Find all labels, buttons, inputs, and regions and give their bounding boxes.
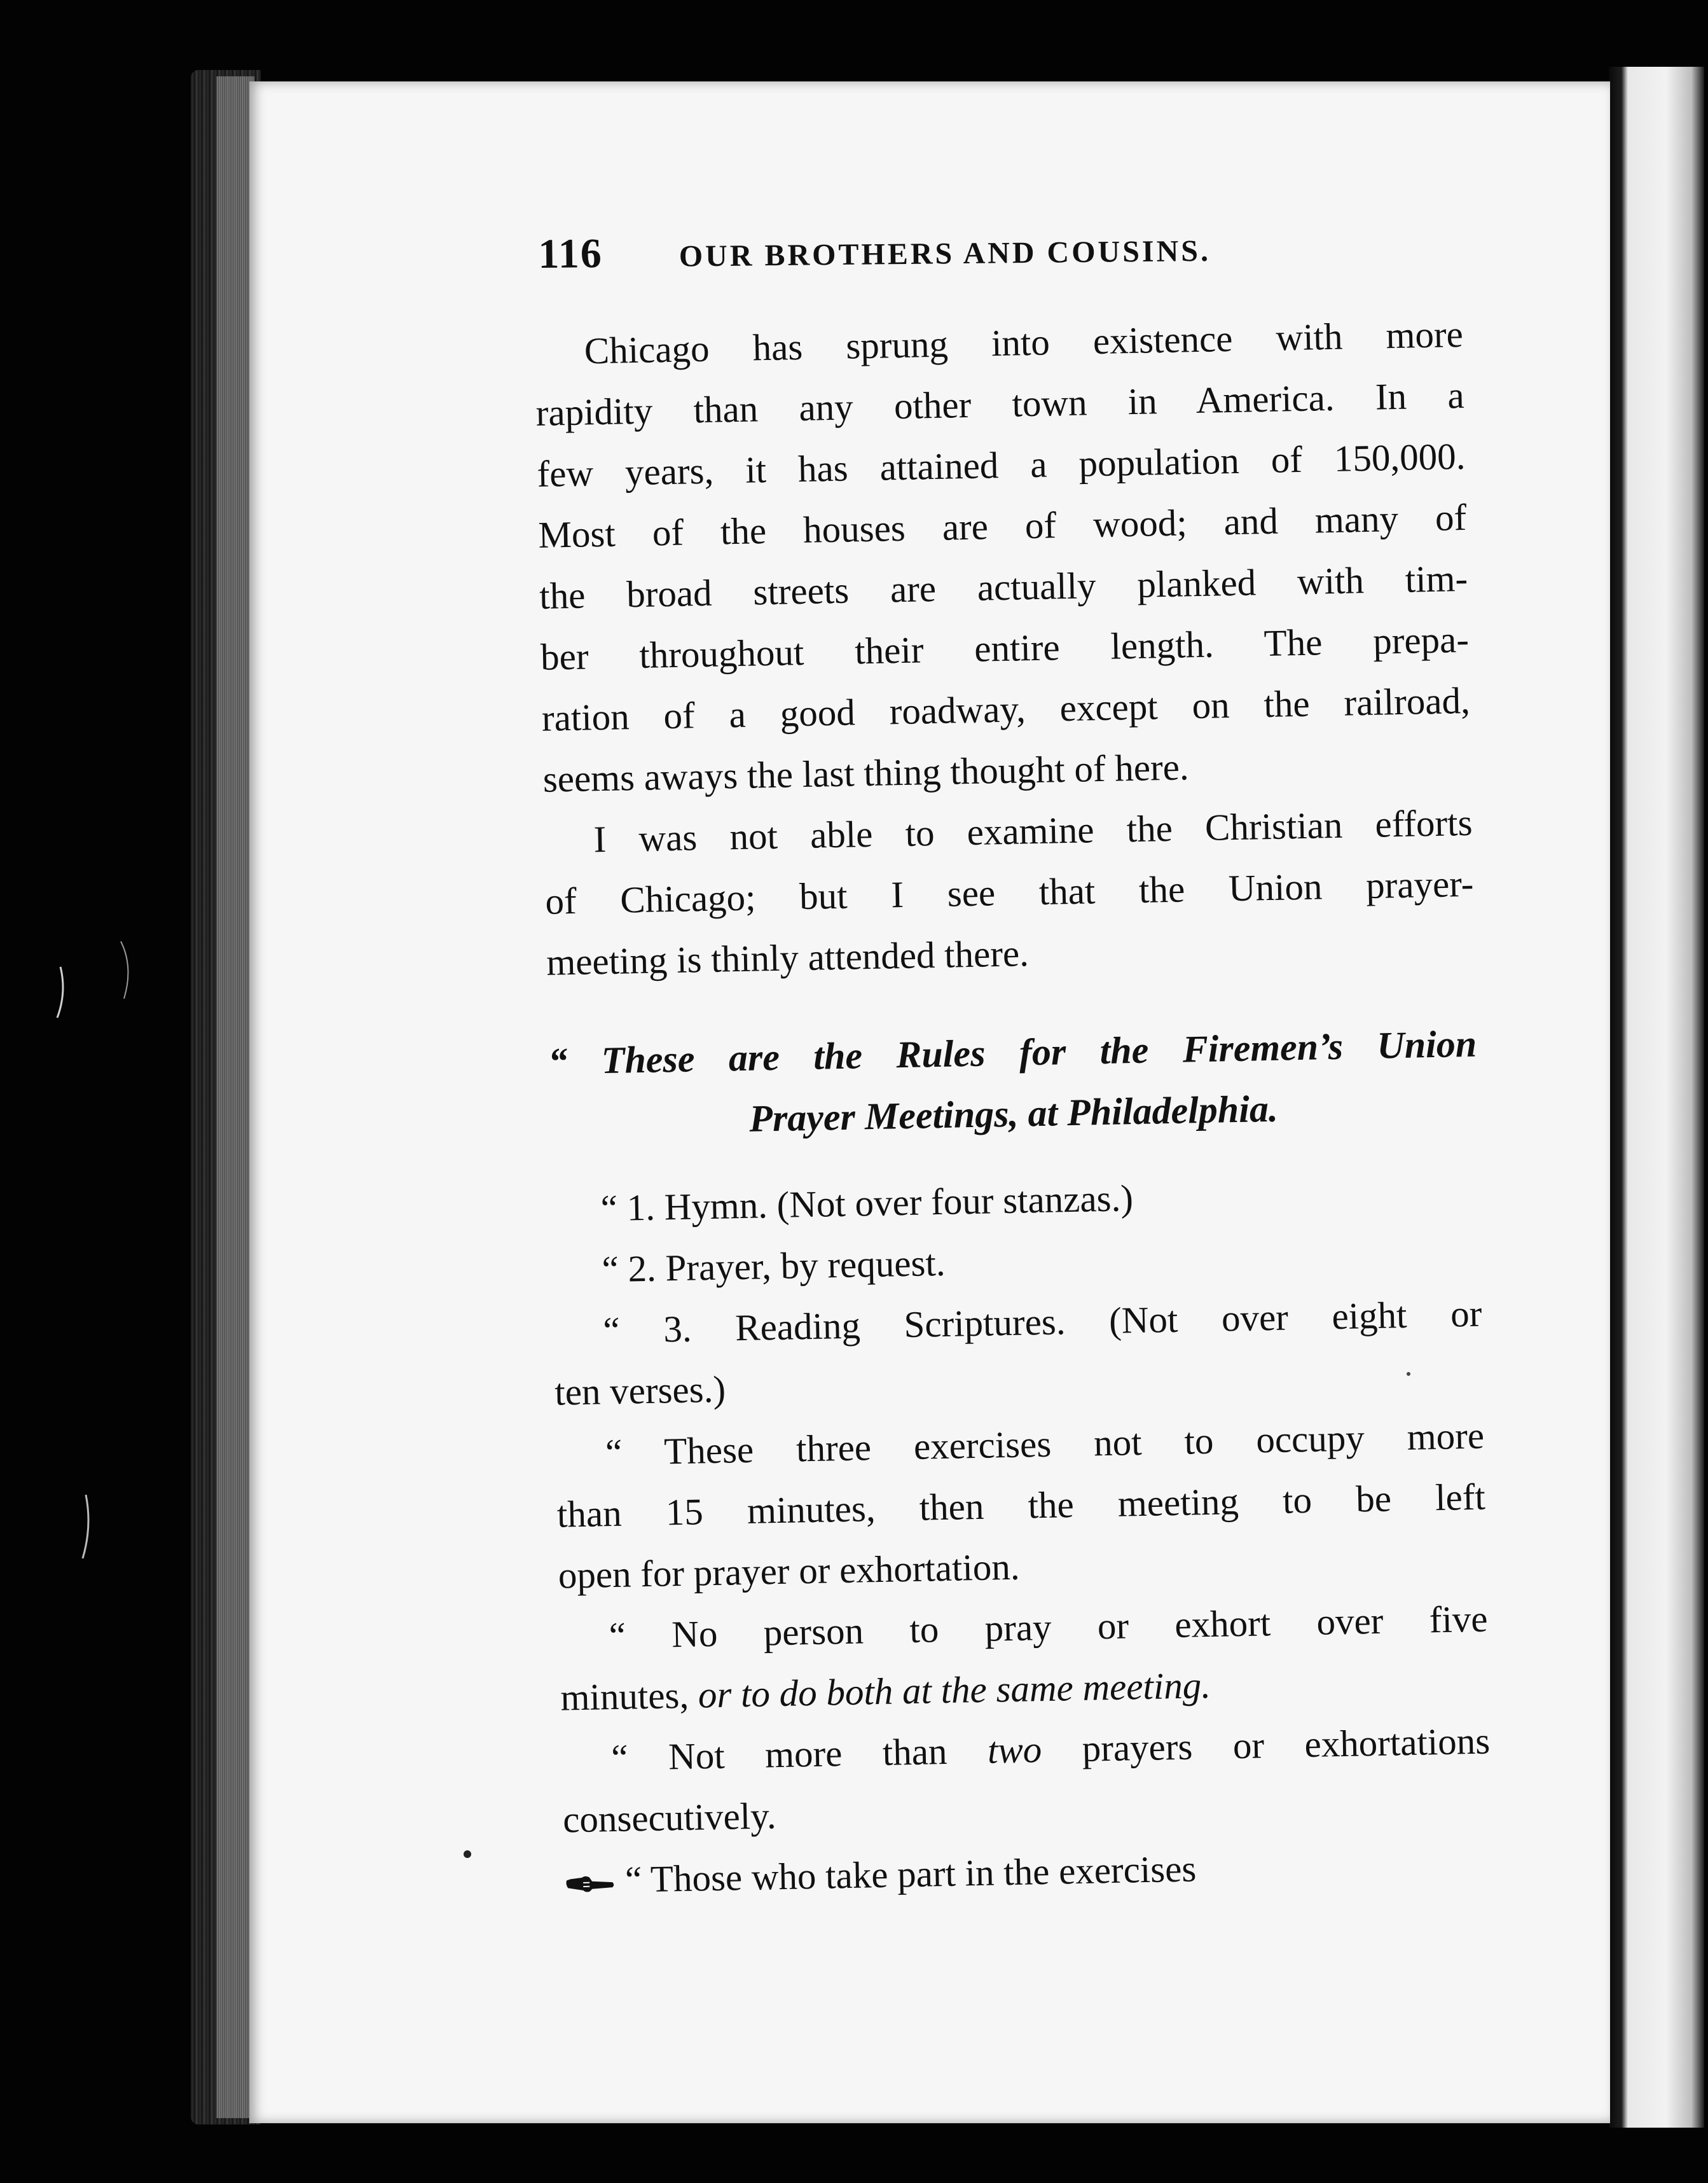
rule-those-text: “ Those who take part in the exercises (624, 1847, 1197, 1901)
page-text (534, 303, 1493, 1911)
rule-not-more-line2: consecutively. (562, 1794, 777, 1841)
paragraph1-line: Chicago has sprung into existence with more (584, 312, 1464, 372)
left-page-edges-highlight (216, 76, 254, 2118)
paragraph1-line: the broad streets are actually planked with tim- (539, 557, 1468, 617)
rules-heading-line1: “ These are the Rules for the Firemen’s Union (548, 1022, 1477, 1083)
rule-item-3-line2: ten verses.) (554, 1368, 726, 1413)
pointing-hand-icon (564, 1871, 616, 1897)
paragraph1-line: seems aways the last thing thought of here. (542, 745, 1190, 800)
rule-no-person-text: minutes, (560, 1674, 699, 1719)
paragraph2-line: I was not able to examine the Christian efforts (593, 801, 1473, 861)
rule-no-person-italic: or to do both at the same meeting. (698, 1663, 1211, 1716)
paragraph1-line: few years, it has attained a population of 150,000. (536, 434, 1466, 495)
rule-three-exercises-line: “ These three exercises not to occupy more (605, 1414, 1485, 1474)
page-number: 116 (538, 230, 603, 277)
rule-not-more-italic: two (987, 1728, 1042, 1771)
right-page-edge (1609, 67, 1704, 2128)
paragraph1-line: ration of a good roadway, except on the railroad, (541, 679, 1471, 739)
running-title: OUR BROTHERS AND COUSINS. (678, 233, 1211, 274)
paragraph2-line: meeting is thinly attended there. (546, 932, 1030, 983)
paragraph1-line: rapidity than any other town in America. In a (535, 373, 1465, 434)
rules-heading-line2: Prayer Meetings, at Philadelphia. (748, 1087, 1279, 1140)
paragraph1-line: ber throughout their entire length. The prepa- (540, 618, 1470, 678)
rule-three-exercises-line: than 15 minutes, then the meeting to be left (556, 1475, 1486, 1535)
rule-item-1: “ 1. Hymn. (Not over four stanzas.) (600, 1177, 1134, 1230)
rule-not-more-text-start: “ Not more than (610, 1729, 988, 1779)
paragraph1-line: Most of the houses are of wood; and many of (537, 496, 1467, 556)
running-head (538, 221, 1359, 281)
rule-item-2: “ 2. Prayer, by request. (601, 1241, 946, 1291)
paragraph2-line: of Chicago; but I see that the Union prayer- (544, 862, 1474, 922)
rule-item-3-line1: “ 3. Reading Scriptures. (Not over eight or (602, 1292, 1482, 1352)
rule-no-person-line1: “ No person to pray or exhort over five (609, 1597, 1489, 1657)
rule-not-more-text-end: prayers or exhortations (1041, 1719, 1491, 1771)
rule-three-exercises-line: open for prayer or exhortation. (558, 1545, 1021, 1597)
